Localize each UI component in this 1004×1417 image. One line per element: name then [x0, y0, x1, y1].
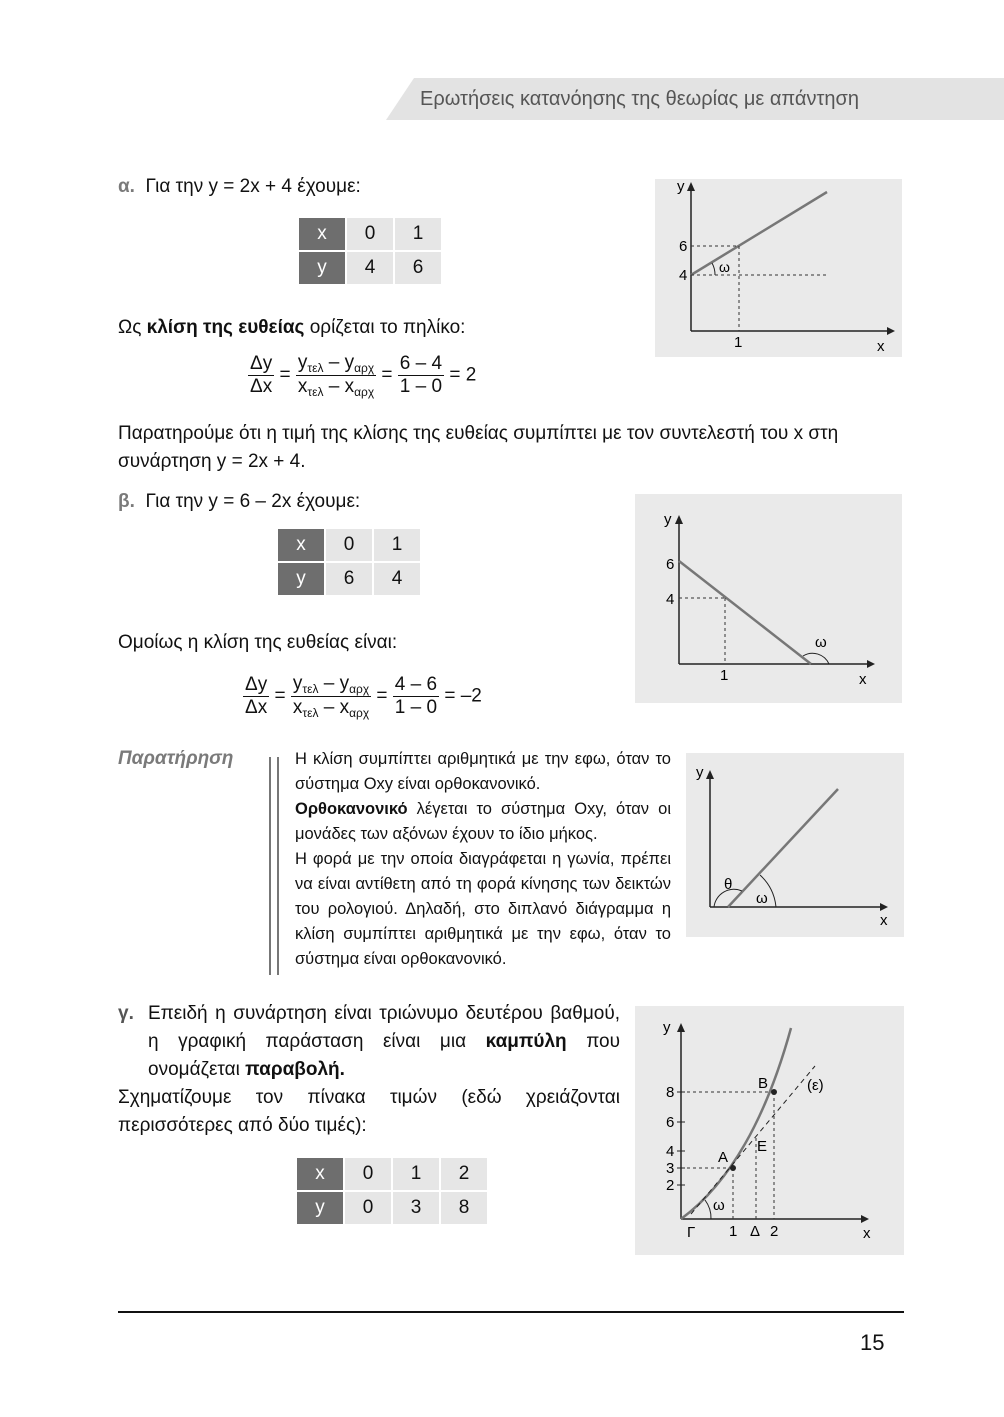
tick-y: 4	[666, 1143, 675, 1160]
formula-result: = –2	[444, 685, 482, 707]
frac-den: Δx	[250, 376, 273, 397]
section-c-t1: Επειδή η συνάρτηση είναι τριώνυμο δευτέρου βαθμού, η γραφική παράσταση είναι μια	[148, 1003, 620, 1052]
table-cell: 1	[395, 218, 441, 250]
y-axis-label: y	[663, 1019, 671, 1036]
section-c-t1-rest: που ονομάζεται	[148, 1031, 620, 1080]
page-number: 15	[860, 1330, 885, 1355]
x-axis-label: x	[859, 671, 867, 688]
table-cell: 3	[393, 1192, 439, 1224]
y-axis-label: y	[664, 511, 672, 528]
note-p3: Η φορά με την οποία διαγράφεται η γωνία, πρέπει να είναι αντίθετη από τη φορά κίνησης των δεικτών του ρολογιού. Δηλαδή, στο διπλανό διάγραμμα η κλίση συμπίπτει αριθμητικά με την εφω, όταν το σύστημα είναι ορθοκανονικό.	[295, 850, 671, 968]
var-x: x	[292, 697, 303, 718]
slope-definition	[118, 317, 465, 339]
frac-den: 1 – 0	[399, 376, 443, 397]
var-y: y	[297, 352, 308, 373]
point-a-label: A	[718, 1149, 729, 1166]
section-a-intro	[118, 176, 361, 198]
formula-a: $\frac{\Delta y}{\Delta x}$ = $\frac{y_{\tau\varepsilon\lambda} - y_{\alpha\rho\chi}}{x_{\tau\varepsilon\lambda} - x_{\alpha\rho\chi}}$ = $\frac{6 - 4}{1 - 0}$ = 2	[250, 352, 477, 399]
table-header-x: x	[297, 1158, 343, 1190]
table-cell: 1	[374, 529, 420, 561]
frac-den: Δx	[245, 697, 268, 718]
table-cell: 4	[347, 252, 393, 284]
var-y: y	[292, 673, 303, 694]
sub-tel: τελ	[302, 706, 319, 720]
table-b	[276, 527, 422, 597]
table-cell: 4	[374, 563, 420, 595]
table-a	[297, 216, 443, 286]
header-title: Ερωτήσεις κατανόησης της θεωρίας με απάντηση	[420, 88, 859, 110]
section-a-intro-text: Για την y = 2x + 4 έχουμε:	[145, 176, 361, 197]
tick-y: 3	[666, 1160, 675, 1177]
tick-x: 1	[734, 334, 743, 351]
table-header-x: x	[299, 218, 345, 250]
slope-bold: κλίση της ευθείας	[146, 317, 305, 338]
sub-tel: τελ	[302, 682, 319, 696]
tick-y: 4	[666, 591, 675, 608]
section-c-t2: Σχηματίζουμε τον πίνακα τιμών (εδώ χρειάζονται περισσότερες από δύο τιμές):	[118, 1087, 620, 1136]
note-title: Παρατήρηση	[118, 748, 234, 769]
table-cell: 6	[326, 563, 372, 595]
line-label: (ε)	[807, 1077, 824, 1094]
formula-result: = 2	[449, 364, 477, 386]
tick-y: 4	[679, 267, 688, 284]
sub-arx: αρχ	[349, 706, 370, 720]
sub-arx: αρχ	[349, 682, 370, 696]
var-x: x	[297, 376, 308, 397]
figure-note	[686, 753, 904, 937]
x-axis-label: x	[863, 1225, 871, 1242]
table-cell: 2	[441, 1158, 487, 1190]
section-c-label: γ.	[118, 1003, 134, 1024]
point-e-label: E	[757, 1138, 768, 1155]
tick-x: 1	[720, 667, 729, 684]
tick-x: 2	[770, 1223, 779, 1240]
section-b-intro-text: Για την y = 6 – 2x έχουμε:	[145, 491, 361, 512]
var-x: x	[344, 376, 355, 397]
y-axis-label: y	[677, 179, 685, 195]
table-header-y: y	[297, 1192, 343, 1224]
tick-y: 6	[679, 238, 688, 255]
tick-y: 2	[666, 1177, 675, 1194]
section-c-bold2: παραβολή.	[245, 1059, 345, 1080]
var-x: x	[339, 697, 350, 718]
omega-label: ω	[756, 890, 768, 907]
table-cell: 6	[395, 252, 441, 284]
frac-den: 1 – 0	[394, 697, 438, 718]
note-body	[295, 747, 671, 972]
table-cell: 1	[393, 1158, 439, 1190]
note-p2	[295, 797, 671, 847]
sub-tel: τελ	[307, 361, 324, 375]
y-axis-label: y	[696, 764, 704, 781]
frac-num: Δy	[250, 353, 273, 374]
table-cell: 0	[326, 529, 372, 561]
section-b-label: β.	[118, 491, 135, 512]
origin-label: Γ	[687, 1224, 696, 1241]
sub-arx: αρχ	[354, 385, 375, 399]
tick-x: 1	[729, 1223, 738, 1240]
frac-num: Δy	[245, 674, 268, 695]
section-c-text	[118, 1000, 620, 1140]
sub-tel: τελ	[307, 385, 324, 399]
sub-arx: αρχ	[354, 361, 375, 375]
frac-num: 6 – 4	[399, 353, 443, 374]
angle-label: ω	[815, 634, 827, 651]
angle-label: ω	[719, 259, 730, 275]
var-y: y	[339, 673, 350, 694]
table-header-y: y	[278, 563, 324, 595]
figure-b	[635, 494, 902, 703]
table-c	[295, 1156, 489, 1226]
figure-c	[635, 1006, 904, 1255]
section-b-intro	[118, 491, 360, 513]
tick-y: 6	[666, 556, 675, 573]
conclusion-a: Παρατηρούμε ότι η τιμή της κλίσης της ευθείας συμπίπτει με τον συντελεστή του x στη συνάρτηση y = 2x + 4.	[118, 423, 839, 472]
x-axis-label: x	[880, 912, 888, 929]
table-header-x: x	[278, 529, 324, 561]
tick-y: 8	[666, 1084, 675, 1101]
table-cell: 0	[345, 1158, 391, 1190]
footer-rule	[118, 1311, 904, 1313]
note-bar	[269, 757, 279, 975]
similarly-text: Ομοίως η κλίση της ευθείας είναι:	[118, 632, 398, 653]
note-p2-bold: Ορθοκανονικό	[295, 800, 408, 818]
tick-y: 6	[666, 1114, 675, 1131]
table-header-y: y	[299, 252, 345, 284]
slope-post: ορίζεται το πηλίκο:	[304, 317, 466, 338]
theta-label: θ	[724, 876, 733, 893]
x-axis-label: x	[877, 338, 885, 355]
angle-label: ω	[713, 1197, 725, 1214]
tick-x: Δ	[750, 1223, 761, 1240]
frac-num: 4 – 6	[394, 674, 438, 695]
point-b-label: B	[758, 1075, 769, 1092]
table-cell: 0	[345, 1192, 391, 1224]
formula-b: $\frac{\Delta y}{\Delta x}$ = $\frac{y_{\tau\varepsilon\lambda} - y_{\alpha\rho\chi}}{x_{\tau\varepsilon\lambda} - x_{\alpha\rho\chi}}$ = $\frac{4 - 6}{1 - 0}$ = –2	[245, 673, 482, 720]
section-c-bold: καμπύλη	[485, 1031, 567, 1052]
slope-pre: Ως	[118, 317, 147, 338]
var-y: y	[344, 352, 355, 373]
note-p2-rest: λέγεται το σύστημα Oxy, όταν οι μονάδες των αξόνων έχουν το ίδιο μήκος.	[295, 800, 671, 843]
section-a-label: α.	[118, 176, 135, 197]
figure-a	[655, 179, 902, 357]
note-p1: Η κλίση συμπίπτει αριθμητικά με την εφω, όταν το σύστημα Oxy είναι ορθοκανονικό.	[295, 750, 671, 793]
table-cell: 0	[347, 218, 393, 250]
table-cell: 8	[441, 1192, 487, 1224]
